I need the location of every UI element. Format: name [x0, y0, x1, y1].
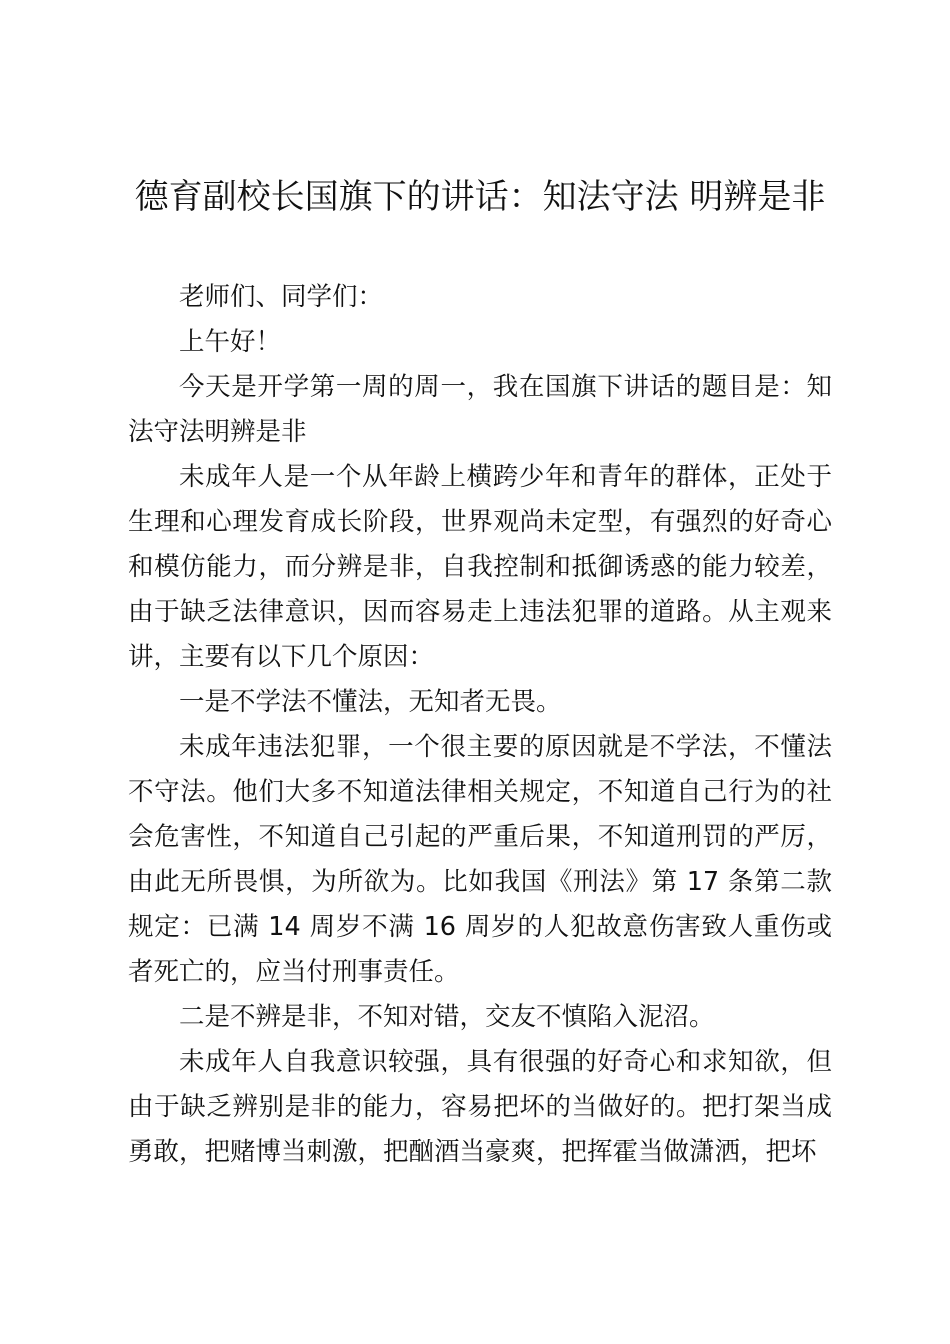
body-paragraph: 未成年人自我意识较强，具有很强的好奇心和求知欲，但由于缺乏辨别是非的能力，容易把坏的当做好的。把打架当成勇敢，把赌博当刺激，把酗酒当豪爽，把挥霍当做潇洒，把坏: [128, 1047, 832, 1167]
body-paragraph: 未成年违法犯罪，一个很主要的原因就是不学法，不懂法不守法。他们大多不知道法律相关规定，不知道自己行为的社会危害性，不知道自己引起的严重后果，不知道刑罚的严厉，由此无所畏惧，为所欲为。比如我国《刑法》第 17 条第二款规定：已满 14 周岁不满 16 周岁的人犯故意伤害致人重伤或者死亡的，应当付刑事责任。: [128, 732, 832, 987]
topic-paragraph: 今天是开学第一周的周一，我在国旗下讲话的题目是：知法守法明辨是非: [128, 372, 832, 447]
salutation-paragraph: 上午好！: [179, 327, 282, 357]
greeting-paragraph: 老师们、同学们：: [179, 282, 384, 312]
point-heading-paragraph: 二是不辨是非，不知对错，交友不慎陷入泥沼。: [179, 1002, 715, 1032]
point-heading-paragraph: 一是不学法不懂法，无知者无畏。: [179, 687, 562, 717]
document-title: 德育副校长国旗下的讲话：知法守法 明辨是非: [134, 177, 826, 217]
document-body: [128, 275, 832, 1175]
body-paragraph: 未成年人是一个从年龄上横跨少年和青年的群体，正处于生理和心理发育成长阶段，世界观尚未定型，有强烈的好奇心和模仿能力，而分辨是非，自我控制和抵御诱惑的能力较差，由于缺乏法律意识，因而容易走上违法犯罪的道路。从主观来讲，主要有以下几个原因：: [128, 462, 832, 672]
